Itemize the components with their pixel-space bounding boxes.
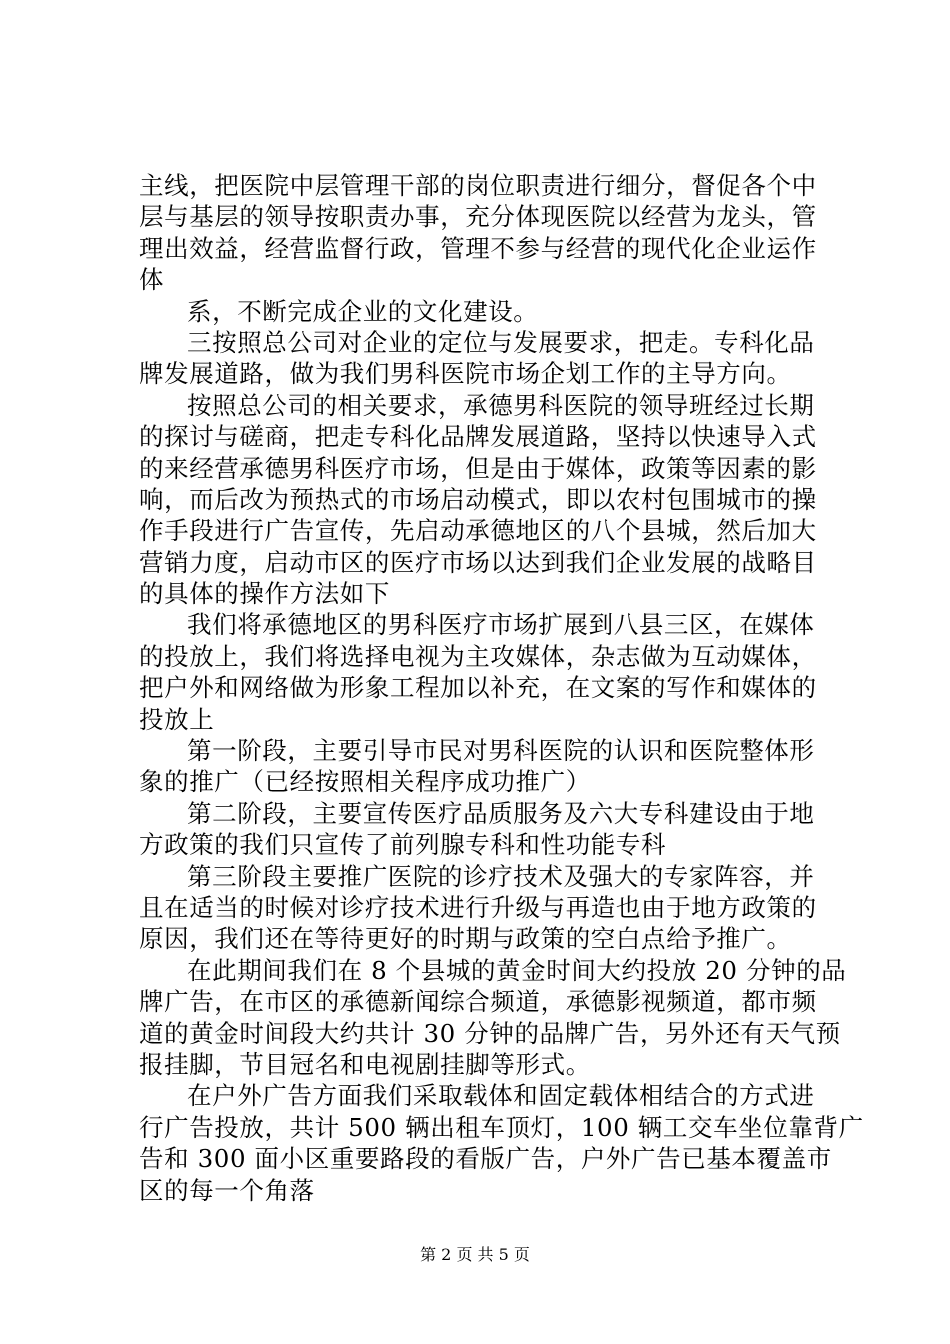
text-line: 的来经营承德男科医疗市场，但是由于媒体，政策等因素的影	[139, 453, 817, 483]
text-line: 把户外和网络做为形象工程加以补充，在文案的写作和媒体的	[139, 673, 817, 703]
text-line: 在户外广告方面我们采取载体和固定载体相结合的方式进	[187, 1081, 815, 1111]
text-line: 报挂脚，节目冠名和电视剧挂脚等形式。	[139, 1049, 591, 1079]
text-line: 牌广告，在市区的承德新闻综合频道，承德影视频道，都市频	[139, 987, 817, 1017]
text-line: 方政策的我们只宣传了前列腺专科和性功能专科	[139, 830, 667, 860]
text-line: 牌发展道路，做为我们男科医院市场企划工作的主导方向。	[139, 359, 792, 389]
text-line: 按照总公司的相关要求，承德男科医院的领导班经过长期	[187, 390, 815, 420]
text-line: 体	[139, 265, 165, 295]
text-line: 的探讨与磋商，把走专科化品牌发展道路，坚持以快速导入式	[139, 422, 817, 452]
text-line: 主线，把医院中层管理干部的岗位职责进行细分，督促各个中	[139, 171, 817, 200]
page-footer: 第 2 页 共 5 页	[420, 1245, 530, 1264]
text-line: 的投放上，我们将选择电视为主攻媒体，杂志做为互动媒体，	[139, 641, 817, 671]
text-line: 道的黄金时间段大约共计 30 分钟的品牌广告，另外还有天气预	[139, 1018, 841, 1048]
text-line: 系，不断完成企业的文化建设。	[187, 296, 539, 326]
text-line: 且在适当的时候对诊疗技术进行升级与再造也由于地方政策的	[139, 892, 817, 922]
text-line: 告和 300 面小区重要路段的看版广告，户外广告已基本覆盖市	[139, 1144, 832, 1174]
text-line: 行广告投放，共计 500 辆出租车顶灯，100 辆工交车坐位靠背广	[139, 1112, 864, 1142]
text-line: 营销力度，启动市区的医疗市场以达到我们企业发展的战略目	[139, 547, 817, 577]
text-line: 作手段进行广告宣传，先启动承德地区的八个县城，然后加大	[139, 516, 817, 546]
document-body	[139, 170, 864, 1206]
text-line: 第一阶段，主要引导市民对男科医院的认识和医院整体形	[187, 736, 815, 766]
text-line: 三按照总公司对企业的定位与发展要求，把走。专科化品	[187, 327, 815, 357]
text-line: 投放上	[139, 704, 215, 734]
text-line: 层与基层的领导按职责办事，充分体现医院以经营为龙头，管	[139, 202, 817, 232]
text-line: 我们将承德地区的男科医疗市场扩展到八县三区，在媒体	[187, 610, 815, 640]
text-line: 在此期间我们在 8 个县城的黄金时间大约投放 20 分钟的品	[187, 955, 847, 985]
text-line: 的具体的操作方法如下	[139, 579, 390, 609]
text-line: 象的推广（已经按照相关程序成功推广）	[139, 767, 591, 797]
text-line: 第二阶段，主要宣传医疗品质服务及六大专科建设由于地	[187, 798, 815, 828]
text-line: 理出效益，经营监督行政，管理不参与经营的现代化企业运作	[139, 233, 817, 263]
text-line: 第三阶段主要推广医院的诊疗技术及强大的专家阵容，并	[187, 861, 815, 891]
text-line: 响，而后改为预热式的市场启动模式，即以农村包围城市的操	[139, 484, 817, 514]
text-line: 原因，我们还在等待更好的时期与政策的空白点给予推广。	[139, 924, 792, 954]
text-line: 区的每一个角落	[139, 1175, 315, 1205]
